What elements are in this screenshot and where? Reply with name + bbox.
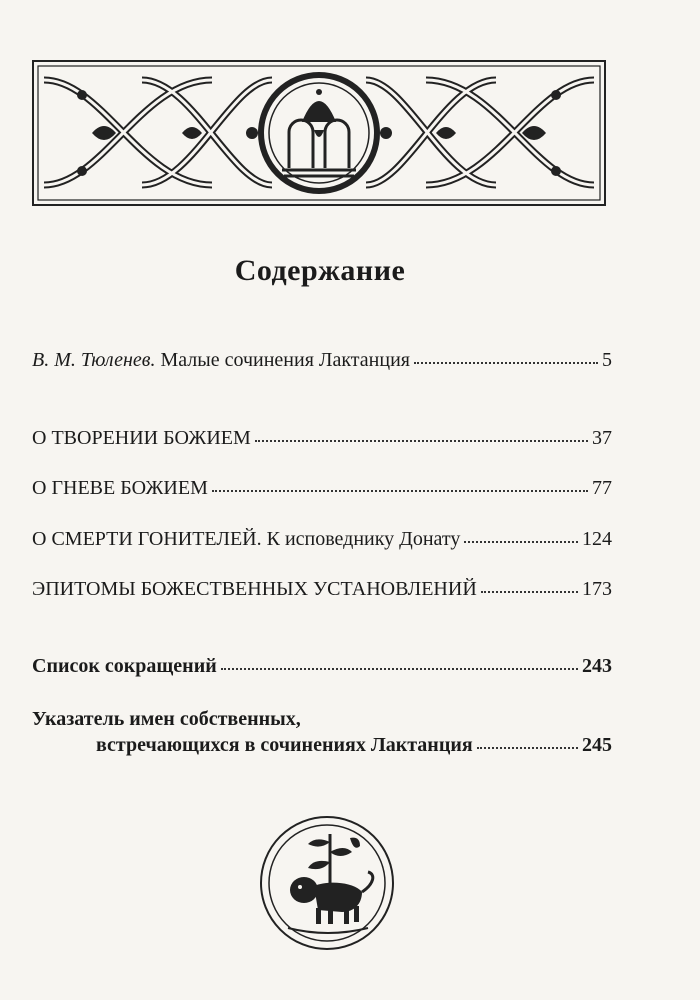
toc-entry (32, 426, 612, 450)
dot-leader (255, 436, 588, 442)
toc-entry (32, 706, 612, 758)
page-title: Содержание (234, 254, 406, 287)
toc-entry (32, 476, 612, 500)
toc-entry-page: 243 (582, 655, 612, 677)
toc-entry-page: 124 (582, 528, 612, 550)
toc-entry-author: В. М. Тюленев. (32, 349, 156, 371)
toc-entry-label: О СМЕРТИ ГОНИТЕЛЕЙ. К исповеднику Донату (32, 528, 461, 550)
toc-entry-label: Малые сочинения Лактанция (160, 349, 410, 371)
lion-seal-icon (258, 814, 396, 952)
dot-leader (212, 486, 588, 492)
toc-entry (32, 527, 612, 551)
dot-leader (481, 587, 578, 593)
toc-entry (32, 577, 612, 601)
toc-entry-label: О ГНЕВЕ БОЖИЕМ (32, 477, 208, 499)
toc-entry-label: ЭПИТОМЫ БОЖЕСТВЕННЫХ УСТАНОВЛЕНИЙ (32, 578, 477, 600)
toc-entry (32, 348, 612, 372)
toc-entry-page: 77 (592, 477, 612, 499)
toc-entry-page: 5 (602, 349, 612, 371)
toc-entry-label: Список сокращений (32, 655, 217, 677)
dot-leader (221, 664, 578, 670)
toc-entry-label-line1: Указатель имен собственных, (32, 708, 301, 730)
toc-entry-page: 173 (582, 578, 612, 600)
dot-leader (464, 537, 578, 543)
dot-leader (477, 743, 578, 749)
toc-entry-page: 37 (592, 427, 612, 449)
toc-entry-label-line2: встречающихся в сочинениях Лактанция (96, 734, 473, 756)
dot-leader (414, 358, 598, 364)
toc-entry-page: 245 (582, 734, 612, 756)
toc-entry-label: О ТВОРЕНИИ БОЖИЕМ (32, 427, 251, 449)
toc-entry (32, 654, 612, 678)
